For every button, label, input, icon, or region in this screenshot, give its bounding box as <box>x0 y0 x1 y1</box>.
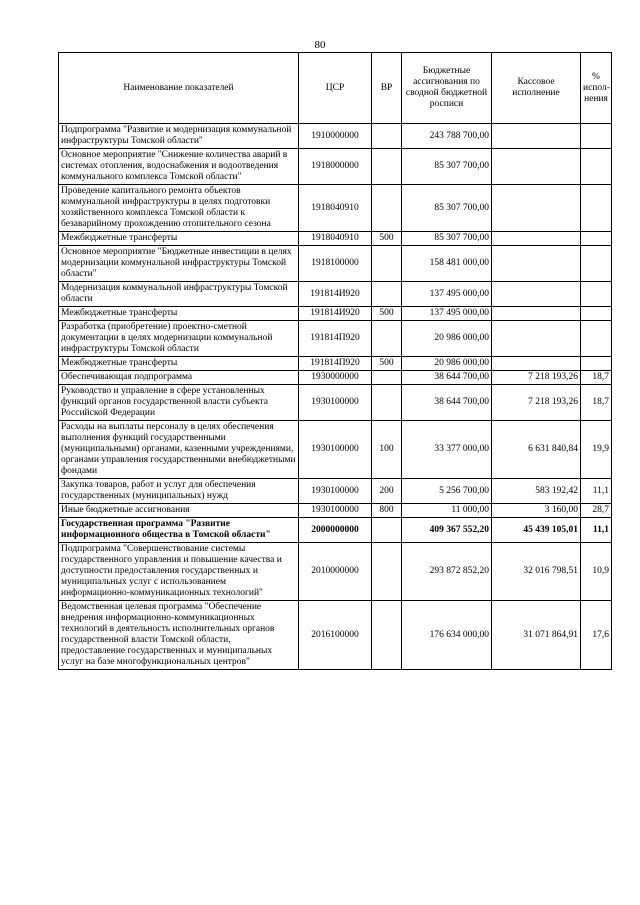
header-cash: Кассовое исполнение <box>492 53 581 124</box>
table-row <box>59 504 612 518</box>
cell-assign: 11 000,00 <box>402 504 492 518</box>
cell-assign: 158 481 000,00 <box>402 246 492 282</box>
cell-assign: 38 644 700,00 <box>402 371 492 385</box>
cell-assign: 20 986 000,00 <box>402 321 492 357</box>
table-row <box>59 385 612 421</box>
cell-assign: 33 377 000,00 <box>402 421 492 479</box>
cell-name: Межбюджетные трансферты <box>59 232 299 246</box>
cell-csr: 191814И920 <box>299 307 372 321</box>
cell-cash: 32 016 798,51 <box>492 543 581 601</box>
header-pct: % испол-нения <box>581 53 612 124</box>
cell-name: Государственная программа "Развитие информационного общества в Томской области" <box>59 518 299 543</box>
cell-assign: 85 307 700,00 <box>402 232 492 246</box>
cell-assign: 38 644 700,00 <box>402 385 492 421</box>
cell-pct: 11,1 <box>581 479 612 504</box>
budget-table <box>58 52 612 670</box>
cell-assign: 137 495 000,00 <box>402 307 492 321</box>
cell-name: Подпрограмма "Совершенствование системы государственного управления и повышение качества и доступности предоставления государственных и муниципальных услуг с использованием информационно-коммуникационных технологий" <box>59 543 299 601</box>
cell-cash <box>492 246 581 282</box>
cell-pct: 17,6 <box>581 601 612 670</box>
cell-cash: 31 071 864,91 <box>492 601 581 670</box>
cell-pct <box>581 307 612 321</box>
table-row <box>59 124 612 149</box>
cell-cash <box>492 232 581 246</box>
cell-csr: 2016100000 <box>299 601 372 670</box>
cell-name: Межбюджетные трансферты <box>59 357 299 371</box>
cell-name: Расходы на выплаты персоналу в целях обеспечения выполнения функций государственными (муниципальными) органами, казенными учреждениями, органами управления государственными внебюджетными фондами <box>59 421 299 479</box>
cell-cash <box>492 307 581 321</box>
cell-csr: 1918040910 <box>299 185 372 232</box>
cell-cash: 7 218 193,26 <box>492 385 581 421</box>
cell-pct <box>581 124 612 149</box>
cell-assign: 85 307 700,00 <box>402 149 492 185</box>
cell-csr: 2010000000 <box>299 543 372 601</box>
cell-vr <box>372 601 402 670</box>
cell-assign: 85 307 700,00 <box>402 185 492 232</box>
cell-vr <box>372 124 402 149</box>
cell-vr <box>372 149 402 185</box>
cell-name: Разработка (приобретение) проектно-сметной документации в целях модернизации коммунальной инфраструктуры Томской области <box>59 321 299 357</box>
cell-name: Руководство и управление в сфере установленных функций органов государственной власти субъекта Российской Федерации <box>59 385 299 421</box>
cell-assign: 176 634 000,00 <box>402 601 492 670</box>
cell-cash <box>492 321 581 357</box>
cell-csr: 1930000000 <box>299 371 372 385</box>
table-row <box>59 307 612 321</box>
table-row <box>59 246 612 282</box>
cell-vr <box>372 371 402 385</box>
cell-pct <box>581 282 612 307</box>
cell-assign: 137 495 000,00 <box>402 282 492 307</box>
table-header-row <box>59 53 612 124</box>
cell-name: Проведение капитального ремонта объектов коммунальной инфраструктуры в целях подготовки хозяйственного комплекса Томской области к безаварийному прохождению отопительного сезона <box>59 185 299 232</box>
cell-pct: 11,1 <box>581 518 612 543</box>
cell-name: Межбюджетные трансферты <box>59 307 299 321</box>
cell-csr: 1930100000 <box>299 479 372 504</box>
table-row <box>59 185 612 232</box>
table-row <box>59 357 612 371</box>
cell-cash <box>492 185 581 232</box>
cell-csr: 1918040910 <box>299 232 372 246</box>
cell-name: Обеспечивающая подпрограмма <box>59 371 299 385</box>
cell-assign: 5 256 700,00 <box>402 479 492 504</box>
table-row <box>59 371 612 385</box>
cell-name: Основное мероприятие "Бюджетные инвестиции в целях модернизации коммунальной инфраструктуры Томской области" <box>59 246 299 282</box>
cell-pct: 18,7 <box>581 371 612 385</box>
cell-vr: 500 <box>372 232 402 246</box>
page-number: 80 <box>314 39 326 51</box>
cell-pct <box>581 321 612 357</box>
cell-assign: 293 872 852,20 <box>402 543 492 601</box>
cell-assign: 409 367 552,20 <box>402 518 492 543</box>
table-row <box>59 282 612 307</box>
cell-vr <box>372 543 402 601</box>
table-row <box>59 421 612 479</box>
cell-pct <box>581 357 612 371</box>
cell-vr: 100 <box>372 421 402 479</box>
cell-cash <box>492 149 581 185</box>
cell-pct: 28,7 <box>581 504 612 518</box>
cell-vr <box>372 185 402 232</box>
cell-name: Закупка товаров, работ и услуг для обеспечения государственных (муниципальных) нужд <box>59 479 299 504</box>
cell-pct <box>581 232 612 246</box>
table-row <box>59 321 612 357</box>
cell-name: Подпрограмма "Развитие и модернизация коммунальной инфраструктуры Томской области" <box>59 124 299 149</box>
cell-csr: 1930100000 <box>299 504 372 518</box>
table-row <box>59 479 612 504</box>
cell-csr: 1918100000 <box>299 246 372 282</box>
header-name: Наименование показателей <box>59 53 299 124</box>
cell-cash <box>492 124 581 149</box>
cell-cash: 7 218 193,26 <box>492 371 581 385</box>
cell-assign: 20 986 000,00 <box>402 357 492 371</box>
cell-pct: 10,9 <box>581 543 612 601</box>
cell-csr: 1930100000 <box>299 421 372 479</box>
cell-pct <box>581 149 612 185</box>
cell-vr <box>372 246 402 282</box>
cell-name: Модернизация коммунальной инфраструктуры Томской области <box>59 282 299 307</box>
header-csr: ЦСР <box>299 53 372 124</box>
header-assign: Бюджетные ассигнования по сводной бюджетной росписи <box>402 53 492 124</box>
cell-assign: 243 788 700,00 <box>402 124 492 149</box>
cell-pct <box>581 185 612 232</box>
cell-cash <box>492 282 581 307</box>
cell-csr: 191814П920 <box>299 357 372 371</box>
cell-name: Основное мероприятие "Снижение количества аварий в системах отопления, водоснабжения и водоотведения коммунального комплекса Томской области" <box>59 149 299 185</box>
cell-vr: 500 <box>372 357 402 371</box>
cell-pct <box>581 246 612 282</box>
table-row <box>59 543 612 601</box>
cell-csr: 1910000000 <box>299 124 372 149</box>
cell-pct: 18,7 <box>581 385 612 421</box>
cell-csr: 191814П920 <box>299 321 372 357</box>
cell-csr: 191814И920 <box>299 282 372 307</box>
cell-vr <box>372 385 402 421</box>
cell-vr: 500 <box>372 307 402 321</box>
cell-name: Иные бюджетные ассигнования <box>59 504 299 518</box>
table-row <box>59 518 612 543</box>
header-vr: ВР <box>372 53 402 124</box>
cell-vr: 800 <box>372 504 402 518</box>
cell-vr <box>372 321 402 357</box>
cell-vr <box>372 282 402 307</box>
table-row <box>59 601 612 670</box>
table-row <box>59 232 612 246</box>
cell-cash <box>492 357 581 371</box>
cell-name: Ведомственная целевая программа "Обеспечение внедрения информационно-коммуникационных технологий в деятельность исполнительных органов государственной власти Томской области, предоставление государственных и муниципальных услуг на базе многофункциональных центров" <box>59 601 299 670</box>
cell-csr: 1918000000 <box>299 149 372 185</box>
table-row <box>59 149 612 185</box>
cell-csr: 2000000000 <box>299 518 372 543</box>
cell-cash: 583 192,42 <box>492 479 581 504</box>
cell-vr: 200 <box>372 479 402 504</box>
cell-vr <box>372 518 402 543</box>
cell-csr: 1930100000 <box>299 385 372 421</box>
cell-pct: 19,9 <box>581 421 612 479</box>
cell-cash: 6 631 840,84 <box>492 421 581 479</box>
cell-cash: 45 439 105,01 <box>492 518 581 543</box>
cell-cash: 3 160,00 <box>492 504 581 518</box>
